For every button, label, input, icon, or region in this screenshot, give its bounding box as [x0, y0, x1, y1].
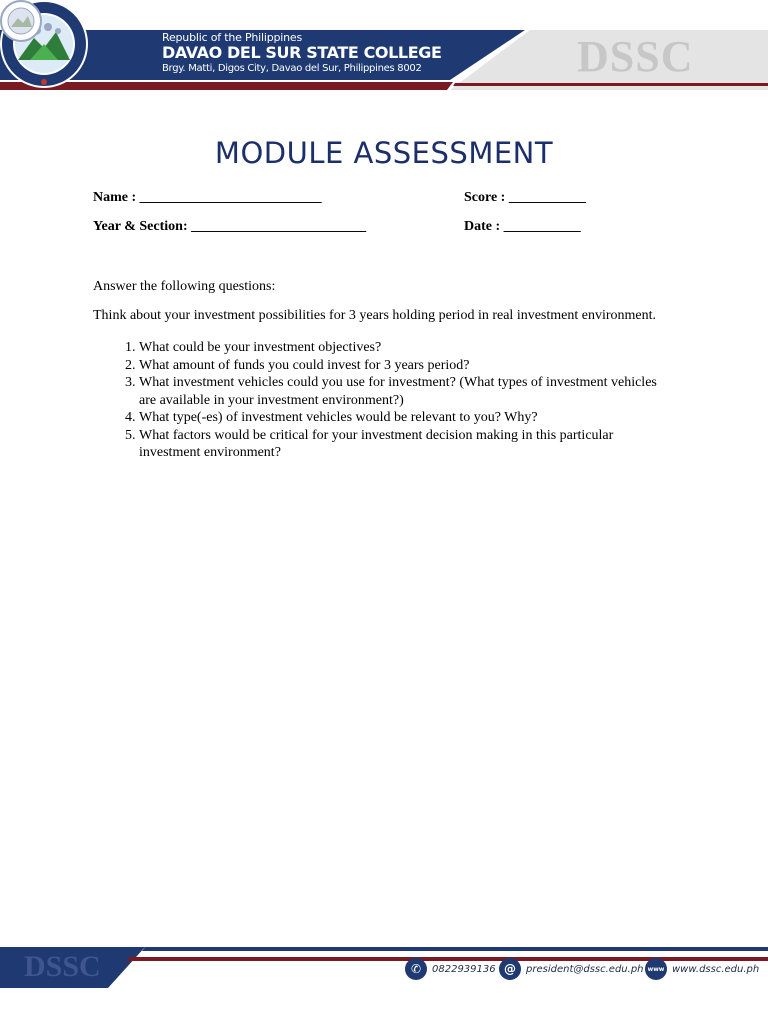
question-item: [93, 374, 673, 409]
question-number: 5.: [125, 427, 136, 443]
score-field: Score : ___________: [464, 190, 586, 205]
question-item: [93, 339, 673, 357]
page-title: MODULE ASSESSMENT: [214, 136, 554, 170]
question-number: 4.: [125, 410, 136, 425]
question-item: [93, 409, 673, 427]
question-text: What amount of funds you could invest for 3 years period?: [139, 357, 470, 373]
page-footer: [0, 940, 768, 990]
page-header: [0, 0, 768, 110]
header-republic: Republic of the Philippines: [162, 31, 303, 44]
header-college-name: DAVAO DEL SUR STATE COLLEGE: [162, 43, 442, 62]
website-text[interactable]: www.dssc.edu.ph: [672, 963, 760, 975]
header-watermark: DSSC: [577, 32, 694, 81]
question-item: [93, 427, 673, 462]
header-address: Brgy. Matti, Digos City, Davao del Sur, Philippines 8002: [162, 63, 422, 74]
globe-icon: www: [645, 958, 667, 980]
footer-phone: [405, 958, 496, 980]
question-text: What investment vehicles could you use for investment? (What types of investment vehicles are available in your investment environment?): [139, 375, 657, 408]
year-section-field: Year & Section: _________________________: [93, 219, 367, 234]
footer-watermark: DSSC: [24, 950, 101, 983]
footer-website[interactable]: [645, 958, 759, 980]
question-text: What type(-es) of investment vehicles would be relevant to you? Why?: [139, 410, 538, 425]
question-text: What factors would be critical for your investment decision making in this particular investment environment?: [139, 427, 614, 460]
phone-icon: ✆: [405, 958, 427, 980]
question-number: 1.: [125, 340, 136, 355]
date-field: Date : ___________: [464, 219, 581, 234]
phone-text: 0822939136: [432, 963, 496, 975]
question-number: 3.: [125, 375, 136, 390]
footer-email[interactable]: [499, 958, 644, 980]
email-text[interactable]: president@dssc.edu.ph: [526, 963, 644, 975]
header-emblem-icon: [0, 0, 42, 42]
question-item: [93, 357, 673, 375]
instructions-intro: Answer the following questions:: [93, 279, 276, 294]
question-list: [93, 339, 673, 462]
at-sign-icon: @: [499, 958, 521, 980]
question-text: What could be your investment objectives?: [139, 340, 382, 355]
instructions-think: Think about your investment possibilities for 3 years holding period in real investment environment.: [93, 308, 657, 323]
question-number: 2.: [125, 357, 136, 373]
name-field: Name : __________________________: [93, 190, 322, 205]
